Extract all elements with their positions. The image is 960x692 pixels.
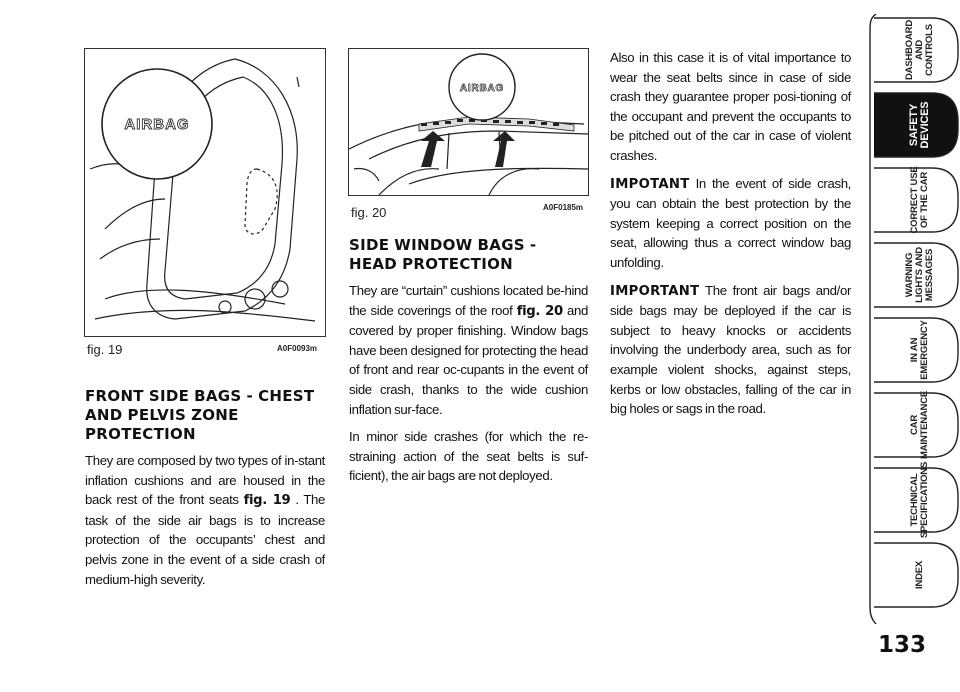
figure-19-image — [84, 48, 326, 337]
figure-19-code: A0F0093m — [277, 344, 318, 353]
text: and covered by proper finishing. Window bags have been designed for protecting the head of front and rear oc-cupants in the event of side crash, thanks to the wide cushion inflation sur-face. — [349, 302, 588, 417]
airbag-badge-text: AIRBAG — [124, 116, 190, 133]
figure-reference: fig. 20 — [516, 303, 563, 319]
paragraph — [610, 174, 851, 273]
page-number: 133 — [878, 632, 927, 658]
paragraph — [349, 281, 588, 419]
figure-20-code: A0F0185m — [543, 203, 584, 212]
sidebar-tab-6[interactable] — [872, 461, 960, 539]
column-side-window-bags — [349, 236, 588, 494]
sidebar-tab-label: CAR MAINTENANCE — [909, 391, 930, 459]
sidebar-tab-label: TECHNICAL SPECIFICATIONS — [909, 461, 930, 539]
section-heading-side-window-bags: SIDE WINDOW BAGS - HEAD PROTECTION — [349, 236, 537, 273]
paragraph — [610, 281, 851, 419]
curtain-airbag-illustration — [349, 49, 588, 195]
column-front-side-bags — [85, 387, 325, 597]
label-impotant: IMPOTANT — [610, 176, 690, 192]
label-important: IMPORTANT — [610, 283, 700, 299]
sidebar-tab-1[interactable] — [872, 93, 960, 157]
sidebar-tab-label: DASHBOARD AND CONTROLS — [904, 20, 935, 80]
figure-19-caption: fig. 19 — [87, 342, 123, 357]
sidebar-outline — [868, 14, 878, 624]
sidebar-tab-label: IN AN EMERGENCY — [909, 320, 930, 380]
text: In the event of side crash, you can obtain the best protection by the system keeping a correct position on the seat, allowing thus a correct window bag unfolding. — [610, 175, 851, 270]
paragraph — [85, 451, 325, 589]
chapter-index-sidebar — [872, 18, 960, 682]
paragraph: In minor side crashes (for which the re-straining action of the seat belts is suf-ficient), the air bags are not deployed. — [349, 429, 588, 484]
sidebar-tab-label: CORRECT USE OF THE CAR — [909, 166, 930, 234]
column-continued — [610, 48, 851, 427]
figure-20-image — [348, 48, 589, 196]
text: . The task of the side air bags is to increase protection of the occupants’ chest and pelvis zone in the event of a side crash of medium-high severity. — [85, 492, 325, 587]
sidebar-tab-label: INDEX — [914, 560, 925, 590]
text: They are “curtain” cushions located be-hind the side coverings of the roof — [349, 283, 588, 318]
sidebar-tab-0[interactable] — [872, 18, 960, 82]
airbag-badge-text: AIRBAG — [459, 83, 505, 94]
section-heading-front-side-bags: FRONT SIDE BAGS - CHEST AND PELVIS ZONE PROTECTION — [85, 387, 315, 443]
sidebar-tab-label: WARNING LIGHTS AND MESSAGES — [904, 247, 935, 303]
sidebar-tab-5[interactable] — [872, 393, 960, 457]
figure-reference: fig. 19 — [243, 493, 291, 509]
text: They are composed by two types of in-stant inflation cushions and are housed in the back rest of the front seats — [85, 453, 325, 508]
paragraph: Also in this case it is of vital importance to wear the seat belts since in case of side crash they guarantee proper posi-tioning of the occupant and prevent the occupants to be pitched out of the car in case of violent crashes. — [610, 50, 851, 163]
sidebar-tab-label: SAFETY DEVICES — [908, 101, 931, 149]
sidebar-tab-7[interactable] — [872, 543, 960, 607]
sidebar-tab-2[interactable] — [872, 168, 960, 232]
figure-20-caption: fig. 20 — [351, 205, 387, 220]
sidebar-tab-3[interactable] — [872, 243, 960, 307]
sidebar-tab-4[interactable] — [872, 318, 960, 382]
seat-airbag-illustration — [85, 49, 325, 336]
text: The front air bags and/or side bags may be deployed if the car is subject to heavy knocks or accidents involving the underbody area, such as for example violent shocks, against steps, kerbs or low obstacles, falling of the car in big holes or sags in the road. — [610, 282, 851, 417]
